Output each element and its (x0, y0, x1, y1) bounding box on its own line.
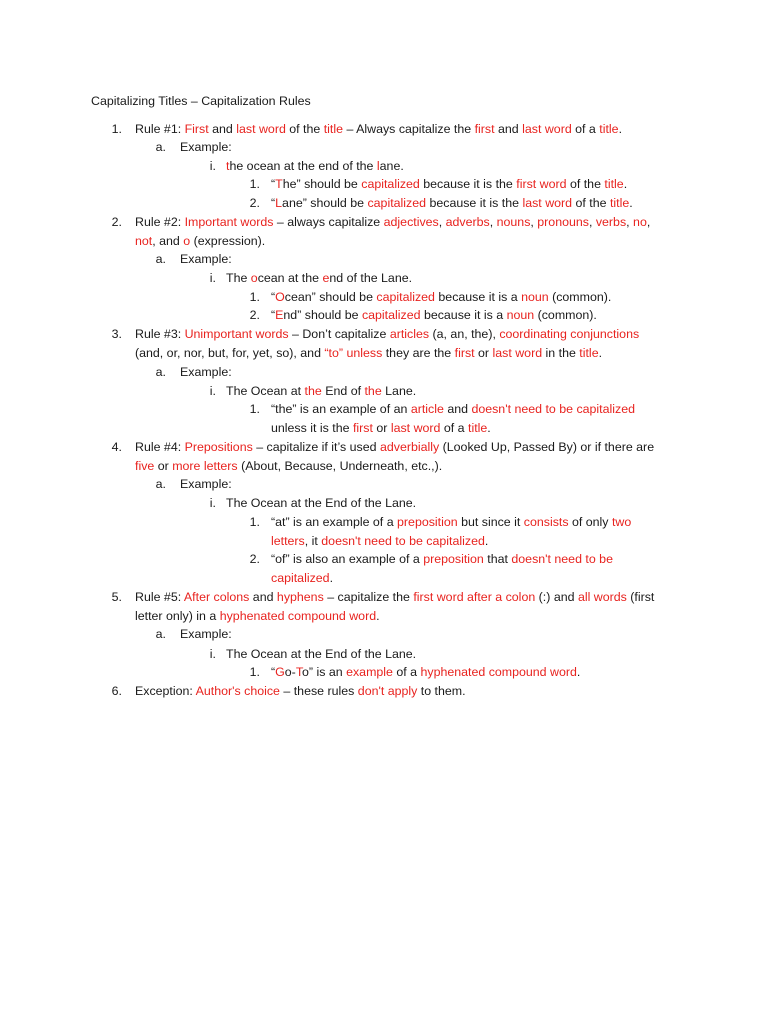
list-item-rule4-a-i (226, 494, 416, 512)
text-run: Lane. (381, 384, 417, 398)
text-run: The Ocean at the End of the Lane. (226, 647, 417, 661)
list-marker: 3. (111, 327, 122, 341)
list-marker: a. (155, 252, 166, 266)
list-marker: 2. (111, 215, 122, 229)
list-marker: i. (209, 647, 216, 661)
text-run: because it is the (426, 196, 523, 210)
highlighted-term: letters (271, 534, 305, 548)
text-run: “ (271, 290, 276, 304)
highlighted-term: first (474, 122, 495, 136)
text-run: Example: (180, 140, 232, 154)
list-marker: 2. (249, 308, 260, 322)
highlighted-term: the (364, 384, 382, 398)
text-run: The Ocean at (226, 384, 305, 398)
list-marker: a. (155, 365, 166, 379)
text-run: of only (568, 515, 612, 529)
text-run: because it is a (420, 308, 507, 322)
text-run: Rule #2: (135, 215, 185, 229)
text-run: “ (271, 308, 276, 322)
list-marker: 5. (111, 590, 122, 604)
text-run: or (154, 459, 173, 473)
list-item-rule2-a (180, 250, 232, 268)
highlighted-term: l (376, 159, 380, 173)
highlighted-term: T (275, 177, 283, 191)
highlighted-term: T (295, 665, 303, 679)
highlighted-term: consists (523, 515, 569, 529)
list-item-rule5-a-i-1 (271, 663, 580, 681)
highlighted-term: adjectives (383, 215, 439, 229)
highlighted-term: Prepositions (184, 440, 253, 454)
text-run: because it is a (434, 290, 522, 304)
highlighted-term: title (323, 122, 344, 136)
highlighted-term: o (250, 271, 258, 285)
text-run: to them. (417, 684, 466, 698)
text-run: . (623, 177, 628, 191)
text-run: o” is an (302, 665, 347, 679)
highlighted-term: capitalized (361, 308, 421, 322)
text-run: , (626, 215, 634, 229)
text-run: Rule #3: (135, 327, 185, 341)
highlighted-term: first (454, 346, 475, 360)
text-run: ane” should be (282, 196, 368, 210)
highlighted-term: hyphens (276, 590, 324, 604)
document-title: Capitalizing Titles – Capitalization Rules (91, 94, 311, 108)
text-run: – Don’t capitalize (288, 327, 390, 341)
highlighted-term: Author's choice (195, 684, 280, 698)
highlighted-term: preposition (397, 515, 458, 529)
text-run: . (576, 665, 581, 679)
text-run: of a (571, 122, 600, 136)
list-item-rule5-a (180, 625, 232, 643)
highlighted-term: not (135, 234, 153, 248)
list-item-rule3 (135, 325, 639, 343)
text-run: he ocean at the end of the (229, 159, 377, 173)
text-run: – capitalize if it’s used (252, 440, 380, 454)
text-run: nd of the Lane. (329, 271, 413, 285)
list-item-rule3-a-i-1 (271, 400, 635, 418)
highlighted-term: the (304, 384, 322, 398)
highlighted-term: last word (492, 346, 543, 360)
text-run: Example: (180, 627, 232, 641)
text-run: Example: (180, 252, 232, 266)
text-run: Rule #5: (135, 590, 184, 604)
text-run: (common). (548, 290, 612, 304)
text-run: of a (440, 421, 468, 435)
text-run: The (226, 271, 251, 285)
text-run: (first (626, 590, 655, 604)
list-item-rule3-a (180, 363, 232, 381)
list-item-rule4 (135, 438, 654, 456)
list-marker: 1. (249, 177, 260, 191)
list-marker: a. (155, 140, 166, 154)
highlighted-term: pronouns (537, 215, 589, 229)
list-item-rule5-a-i (226, 645, 416, 663)
text-run: Rule #1: (135, 122, 185, 136)
highlighted-term: article (410, 402, 444, 416)
text-run: (About, Because, Underneath, etc.,). (237, 459, 443, 473)
text-run: – these rules (279, 684, 358, 698)
text-run: in the (542, 346, 580, 360)
highlighted-term: title (468, 421, 488, 435)
highlighted-term: e (322, 271, 330, 285)
text-run: but since it (457, 515, 524, 529)
highlighted-term: coordinating conjunctions (499, 327, 640, 341)
text-run: – always capitalize (273, 215, 384, 229)
list-item-rule5 (135, 588, 654, 606)
list-marker: a. (155, 477, 166, 491)
text-run: “ (271, 177, 276, 191)
text-run: letter only) in a (135, 609, 220, 623)
highlighted-term: noun (521, 290, 549, 304)
list-item-rule2-cont (135, 232, 265, 250)
list-marker: 1. (249, 665, 260, 679)
list-item-rule6 (135, 682, 466, 700)
text-run: , (646, 215, 651, 229)
highlighted-term: two (611, 515, 632, 529)
text-run: (a, an, the), (429, 327, 500, 341)
highlighted-term: articles (389, 327, 430, 341)
highlighted-term: five (135, 459, 155, 473)
highlighted-term: don't apply (357, 684, 418, 698)
list-marker: 1. (111, 122, 122, 136)
highlighted-term: Unimportant words (184, 327, 289, 341)
highlighted-term: last word (390, 421, 441, 435)
list-marker: i. (209, 384, 216, 398)
highlighted-term: example (346, 665, 393, 679)
text-run: unless it is the (271, 421, 353, 435)
highlighted-term: O (275, 290, 285, 304)
list-item-rule4-cont (135, 457, 442, 475)
text-run: and (443, 402, 472, 416)
highlighted-term: no (633, 215, 647, 229)
text-run: they are the (382, 346, 455, 360)
text-run: of a (392, 665, 421, 679)
text-run: Rule #4: (135, 440, 185, 454)
list-marker: 1. (249, 402, 260, 416)
list-item-rule4-a-i-2 (271, 550, 613, 568)
text-run: or (372, 421, 391, 435)
highlighted-term: nouns (496, 215, 531, 229)
text-run: he” should be (282, 177, 362, 191)
list-item-rule3-cont (135, 344, 602, 362)
highlighted-term: first word (516, 177, 567, 191)
highlighted-term: adverbially (379, 440, 440, 454)
text-run: (expression). (190, 234, 266, 248)
list-item-rule2-a-i-2 (271, 306, 597, 324)
list-marker: i. (209, 159, 216, 173)
text-run: (Looked Up, Passed By) or if there are (439, 440, 655, 454)
text-run: “of” is also an example of a (271, 552, 424, 566)
text-run: (and, or, nor, but, for, yet, so), and (135, 346, 325, 360)
list-marker: a. (155, 627, 166, 641)
text-run: of the (285, 122, 324, 136)
text-run: (:) and (535, 590, 578, 604)
list-marker: i. (209, 271, 216, 285)
highlighted-term: o (183, 234, 191, 248)
list-item-rule1 (135, 120, 622, 138)
text-run: . (598, 346, 603, 360)
highlighted-term: more letters (172, 459, 238, 473)
list-item-rule1-a-i (226, 157, 404, 175)
highlighted-term: title (599, 122, 619, 136)
list-marker: 2. (249, 196, 260, 210)
list-item-rule4-a-i-1-cont (271, 532, 488, 550)
text-run: The Ocean at the End of the Lane. (226, 496, 417, 510)
text-run: . (629, 196, 633, 210)
text-run: End of (321, 384, 365, 398)
highlighted-term: title (604, 177, 624, 191)
highlighted-term: “to” (324, 346, 344, 360)
highlighted-term: E (275, 308, 284, 322)
text-run: Example: (180, 365, 232, 379)
highlighted-term: last word (522, 196, 573, 210)
text-run: ane. (379, 159, 404, 173)
text-run: nd” should be (283, 308, 362, 322)
highlighted-term: L (275, 196, 283, 210)
highlighted-term: last word (522, 122, 572, 136)
list-item-rule2 (135, 213, 650, 231)
list-marker: 6. (111, 684, 122, 698)
text-run: cean” should be (284, 290, 377, 304)
text-run: (common). (534, 308, 597, 322)
list-item-rule3-a-i-1-cont (271, 419, 491, 437)
highlighted-term: capitalized (376, 290, 435, 304)
list-item-rule2-a-i-1 (271, 288, 611, 306)
highlighted-term: first word after a colon (413, 590, 536, 604)
list-item-rule1-a-i-2 (271, 194, 633, 212)
list-marker: 4. (111, 440, 122, 454)
list-marker: 1. (249, 515, 260, 529)
highlighted-term: First (184, 122, 209, 136)
list-marker: 1. (249, 290, 260, 304)
list-item-rule1-a (180, 138, 232, 156)
text-run: . (484, 534, 489, 548)
highlighted-term: unless (346, 346, 383, 360)
text-run: of the (572, 196, 610, 210)
highlighted-term: last word (236, 122, 286, 136)
highlighted-term: doesn't need to be (511, 552, 613, 566)
highlighted-term: After colons (183, 590, 250, 604)
list-item-rule4-a-i-1 (271, 513, 631, 531)
list-item-rule1-a-i-1 (271, 175, 627, 193)
highlighted-term: doesn't need to be capitalized (471, 402, 636, 416)
highlighted-term: capitalized (367, 196, 427, 210)
text-run: o- (284, 665, 296, 679)
text-run: – Always capitalize the (343, 122, 475, 136)
highlighted-term: all words (577, 590, 627, 604)
text-run: “ (271, 196, 276, 210)
highlighted-term: Important words (184, 215, 274, 229)
text-run: and (494, 122, 523, 136)
highlighted-term: capitalized (271, 571, 330, 585)
list-item-rule2-a-i (226, 269, 412, 287)
text-run: and (208, 122, 237, 136)
text-run: , (438, 215, 446, 229)
list-item-rule4-a-i-2-cont (271, 569, 333, 587)
text-run: . (618, 122, 623, 136)
highlighted-term: G (275, 665, 285, 679)
highlighted-term: doesn't need to be capitalized (321, 534, 485, 548)
text-run: . (376, 609, 380, 623)
list-item-rule4-a (180, 475, 232, 493)
text-run: “at” is an example of a (271, 515, 398, 529)
text-run: , (530, 215, 538, 229)
highlighted-term: noun (506, 308, 535, 322)
text-run: Exception: (135, 684, 196, 698)
text-run: that (483, 552, 512, 566)
text-run: because it is the (419, 177, 517, 191)
text-run: . (487, 421, 491, 435)
text-run: of the (566, 177, 605, 191)
text-run: Example: (180, 477, 232, 491)
text-run: or (474, 346, 493, 360)
highlighted-term: hyphenated compound word (219, 609, 377, 623)
text-run: , (588, 215, 596, 229)
highlighted-term: adverbs (445, 215, 490, 229)
highlighted-term: preposition (423, 552, 484, 566)
text-run: cean at the (257, 271, 323, 285)
highlighted-term: title (579, 346, 599, 360)
highlighted-term: t (226, 159, 230, 173)
text-run: , it (304, 534, 322, 548)
highlighted-term: first (352, 421, 373, 435)
highlighted-term: hyphenated compound word (420, 665, 577, 679)
text-run: , and (152, 234, 184, 248)
list-marker: i. (209, 496, 216, 510)
text-run: and (249, 590, 277, 604)
text-run: . (329, 571, 334, 585)
list-item-rule3-a-i (226, 382, 416, 400)
text-run: “the” is an example of an (271, 402, 411, 416)
highlighted-term: title (609, 196, 630, 210)
text-run: , (489, 215, 497, 229)
list-item-rule5-cont (135, 607, 380, 625)
text-run: “ (271, 665, 276, 679)
highlighted-term: capitalized (361, 177, 420, 191)
list-marker: 2. (249, 552, 260, 566)
highlighted-term: verbs (595, 215, 627, 229)
text-run: – capitalize the (323, 590, 414, 604)
